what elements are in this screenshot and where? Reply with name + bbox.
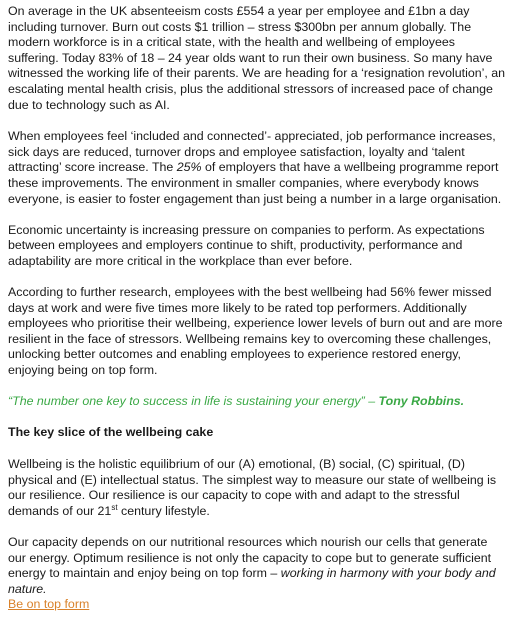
paragraph-engagement xyxy=(8,129,506,207)
paragraph-wellbeing xyxy=(8,457,506,519)
quote xyxy=(8,394,506,410)
superscript-st: st xyxy=(111,502,118,512)
quote-text: “The number one key to success in life is sustaining your energy” – xyxy=(8,394,379,409)
harmony-emphasis: working in harmony with your body and nature. xyxy=(8,566,496,596)
section-heading: The key slice of the wellbeing cake xyxy=(8,425,214,440)
paragraph-capacity xyxy=(8,535,506,597)
be-on-top-form-link[interactable]: Be on top form xyxy=(8,597,90,612)
paragraph-absenteeism: On average in the UK absenteeism costs £554 a year per employee and £1bn a day including turnover. Burn out costs $1 trillion – stress $300bn per annum globally. The modern workforce is in a critical state, with the health and wellbeing of employees suffering. Today 83% of 18 – 24 year olds want to run their own business. So many have witnessed the working life of their parents. We are heading for a ‘resignation revolution’, an escalating mental health crisis, plus the additional stressors of increased pace of change due to technology such as AI. xyxy=(8,4,506,112)
paragraph-engagement-text-b: of employers that have a wellbeing programme report these improvements. The environment in smaller companies, where everybody knows everyone, is easier to foster engagement than just being a number in a large organisation. xyxy=(8,160,502,206)
paragraph-wellbeing-text-a: Wellbeing is the holistic equilibrium of our (A) emotional, (B) social, (C) spiritual, (D) physical and (E) intellectual status. The simplest way to measure our state of wellbeing is our resilience. Our resilience is our capacity to cope with and adapt to the stressful demands of our 21 xyxy=(8,457,497,518)
percent-emphasis: 25% xyxy=(176,160,202,175)
paragraph-engagement-text-a: When employees feel ‘included and connected’- appreciated, job performance increases, sick days are reduced, turnover drops and employee satisfaction, loyalty and ‘talent attracting’ score increase. The xyxy=(8,129,496,175)
quote-author: Tony Robbins. xyxy=(378,394,465,409)
paragraph-wellbeing-text-b: century lifestyle. xyxy=(117,503,210,518)
paragraph-capacity-text-a: Our capacity depends on our nutritional resources which nourish our cells that generate our energy. Optimum resilience is not only the capacity to cope but to generate sufficient energy to maintain and enjoy being on top form – xyxy=(8,535,492,581)
paragraph-economic: Economic uncertainty is increasing pressure on companies to perform. As expectations between employees and employers continue to shift, productivity, performance and adaptability are more critical in the workplace than ever before. xyxy=(8,222,485,268)
paragraph-research: According to further research, employees with the best wellbeing had 56% fewer missed days at work and were five times more likely to be rated top performers. Additionally employees who prioritise their wellbeing, experience lower levels of burn out and are more resilient in the face of stressors. Wellbeing remains key to overcoming these challenges, unlocking better outcomes and enabling employees to experience restored energy, enjoying being on top form. xyxy=(8,285,503,378)
